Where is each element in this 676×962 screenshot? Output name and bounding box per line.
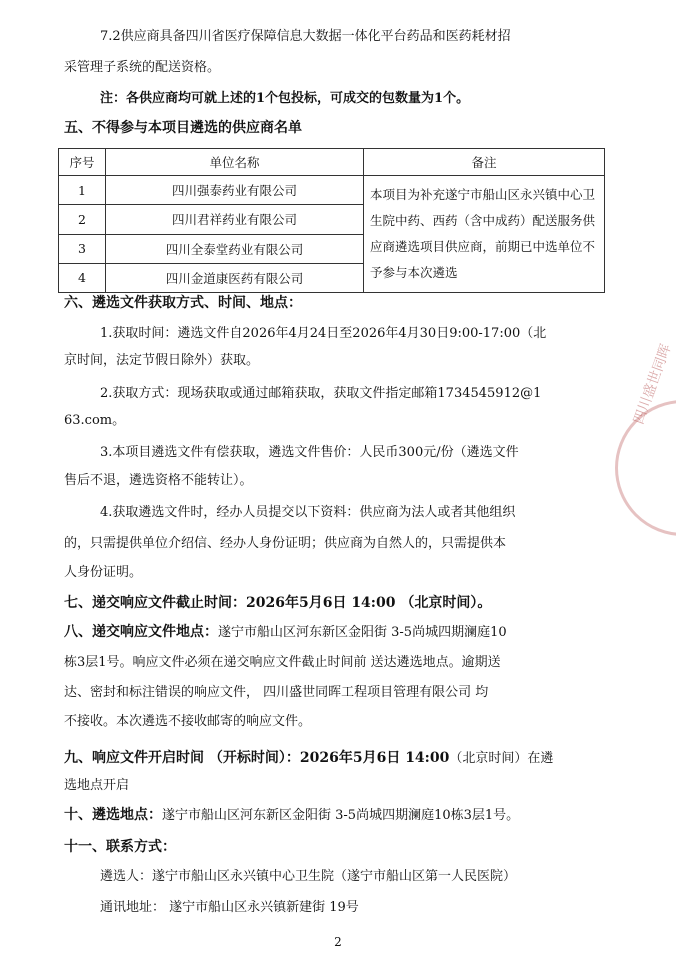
- table-header-row: [59, 149, 605, 176]
- para-6-2-line1: 2.获取方式：现场获取或通过邮箱获取，获取文件指定邮箱1734545912@1: [100, 386, 542, 401]
- section-6-heading: 六、遴选文件获取方式、时间、地点：: [64, 295, 302, 311]
- header-note: 备注: [364, 149, 605, 176]
- row-no: 4: [59, 263, 106, 292]
- section-10-line: [64, 806, 519, 825]
- row-name: 四川君祥药业有限公司: [106, 205, 364, 234]
- seal-stamp-text: 四川盛世同晖: [630, 342, 675, 427]
- section-8-heading: 八、递交响应文件地点：: [64, 624, 218, 640]
- para-6-4-line2: 的，只需提供单位介绍信、经办人身份证明；供应商为自然人的，只需提供本: [64, 536, 507, 551]
- header-name: 单位名称: [106, 149, 364, 176]
- row-no: 1: [59, 176, 106, 205]
- section-8-address: 遂宁市船山区河东新区金阳街 3-5尚城四期澜庭10: [218, 625, 507, 640]
- row-name: 四川金道康医药有限公司: [106, 263, 364, 292]
- section-10-address: 遂宁市船山区河东新区金阳街 3-5尚城四期澜庭10栋3层1号。: [162, 808, 520, 823]
- table-row: [59, 176, 605, 205]
- note-line: 注：各供应商均可就上述的1个包投标，可成交的包数量为1个。: [100, 91, 470, 106]
- para-6-3-line1: 3.本项目遴选文件有偿获取，遴选文件售价：人民币300元/份（遴选文件: [100, 445, 519, 460]
- section-9-heading: 九、响应文件开启时间 （开标时间）：2026年5月6日 14:00: [64, 750, 450, 766]
- section-8-line1: [64, 623, 507, 642]
- contact-address: 通讯地址： 遂宁市船山区永兴镇新建街 19号: [100, 900, 359, 915]
- section-8-line4: 不接收。本次遴选不接收邮寄的响应文件。: [64, 714, 312, 729]
- section-8-line3: 达、密封和标注错误的响应文件， 四川盛世同晖工程项目管理有限公司 均: [64, 685, 489, 700]
- row-no: 2: [59, 205, 106, 234]
- para-7-2-line2: 采管理子系统的配送资格。: [64, 60, 221, 75]
- para-6-1-line2: 京时间，法定节假日除外）获取。: [64, 353, 260, 368]
- para-6-2-line2: 63.com。: [64, 413, 126, 428]
- section-8-line2: 栋3层1号。响应文件必须在递交响应文件截止时间前 送达遴选地点。逾期送: [64, 655, 501, 670]
- section-9-line1: [64, 749, 553, 768]
- para-7-2-line1: 7.2供应商具备四川省医疗保障信息大数据一体化平台药品和医药耗材招: [100, 29, 511, 44]
- para-6-3-line2: 售后不退，遴选资格不能转让）。: [64, 473, 253, 488]
- section-9-rest: （北京时间）在遴: [449, 751, 554, 766]
- page-number: 2: [334, 935, 342, 949]
- section-10-heading: 十、遴选地点：: [64, 807, 162, 823]
- contact-purchaser: 遴选人：遂宁市船山区永兴镇中心卫生院（遂宁市船山区第一人民医院）: [100, 869, 517, 884]
- para-6-1-line1: 1.获取时间：遴选文件自2026年4月24日至2026年4月30日9:00-17:00（北: [100, 326, 547, 341]
- section-7-heading: 七、递交响应文件截止时间：2026年5月6日 14:00 （北京时间）。: [64, 595, 492, 611]
- row-no: 3: [59, 234, 106, 263]
- section-11-heading: 十一、联系方式：: [64, 839, 176, 855]
- header-no: 序号: [59, 149, 106, 176]
- section-5-heading: 五、不得参与本项目遴选的供应商名单: [64, 120, 302, 136]
- para-6-4-line3: 人身份证明。: [64, 565, 143, 580]
- section-9-line2: 选地点开启: [64, 778, 130, 793]
- row-name: 四川强泰药业有限公司: [106, 176, 364, 205]
- excluded-suppliers-table: [58, 148, 605, 293]
- row-name: 四川全泰堂药业有限公司: [106, 234, 364, 263]
- para-6-4-line1: 4.获取遴选文件时，经办人员提交以下资料：供应商为法人或者其他组织: [100, 505, 516, 520]
- table-note: 本项目为补充遂宁市船山区永兴镇中心卫生院中药、西药（含中成药）配送服务供应商遴选项目供应商，前期已中选单位不予参与本次遴选: [364, 176, 605, 293]
